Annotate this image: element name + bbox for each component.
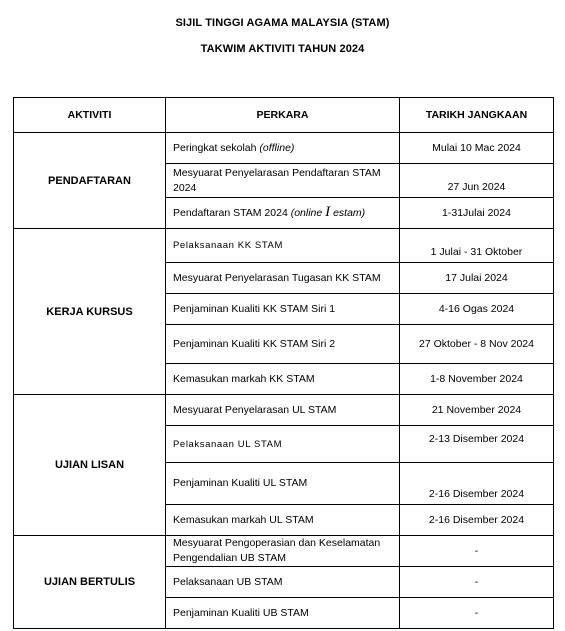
tarikh-cell: 2-13 Disember 2024 — [400, 426, 554, 463]
tarikh-cell: - — [400, 536, 554, 567]
tarikh-cell: 27 Jun 2024 — [400, 164, 554, 198]
perkara-cell: Mesyuarat Penyelarasan UL STAM — [166, 395, 400, 426]
group-pendaftaran: PENDAFTARAN — [14, 133, 166, 229]
perkara-cell: Penjaminan Kualiti UB STAM — [166, 598, 400, 629]
group-ujian-lisan: UJIAN LISAN — [14, 395, 166, 536]
tarikh-cell: 1 Julai - 31 Oktober — [400, 229, 554, 263]
tarikh-cell: 2-16 Disember 2024 — [400, 505, 554, 536]
tarikh-cell: 4-16 Ogas 2024 — [400, 294, 554, 325]
column-header-aktiviti: AKTIVITI — [14, 98, 166, 133]
perkara-cell: Mesyuarat Penyelarasan Pendaftaran STAM 2024 — [166, 164, 400, 198]
table-header-row — [14, 98, 554, 133]
document-subtitle: TAKWIM AKTIVITI TAHUN 2024 — [200, 43, 365, 55]
activity-calendar-table — [13, 97, 554, 629]
perkara-cell: Mesyuarat Penyelarasan Tugasan KK STAM — [166, 263, 400, 294]
perkara-cell: Pelaksanaan UB STAM — [166, 567, 400, 598]
group-kerja-kursus: KERJA KURSUS — [14, 229, 166, 395]
perkara-cell: Pendaftaran STAM 2024 (online I estam) — [166, 198, 400, 229]
tarikh-cell: 1-31Julai 2024 — [400, 198, 554, 229]
table-row — [14, 536, 554, 567]
table-row — [14, 395, 554, 426]
perkara-cell: Penjaminan Kualiti UL STAM — [166, 463, 400, 505]
table-row — [14, 229, 554, 263]
column-header-perkara: PERKARA — [166, 98, 400, 133]
perkara-cell: Mesyuarat Pengoperasian dan Keselamatan Pengendalian UB STAM — [166, 536, 400, 567]
tarikh-cell: 27 Oktober - 8 Nov 2024 — [400, 325, 554, 364]
perkara-cell: Kemasukan markah UL STAM — [166, 505, 400, 536]
perkara-cell: Penjaminan Kualiti KK STAM Siri 2 — [166, 325, 400, 364]
perkara-cell: Kemasukan markah KK STAM — [166, 364, 400, 395]
tarikh-cell: 17 Julai 2024 — [400, 263, 554, 294]
tarikh-cell: 21 November 2024 — [400, 395, 554, 426]
document-title: SIJIL TINGGI AGAMA MALAYSIA (STAM) — [175, 17, 390, 29]
column-header-tarikh: TARIKH JANGKAAN — [400, 98, 554, 133]
tarikh-cell: 2-16 Disember 2024 — [400, 463, 554, 505]
table-row — [14, 133, 554, 164]
perkara-cell: Penjaminan Kualiti KK STAM Siri 1 — [166, 294, 400, 325]
tarikh-cell: - — [400, 567, 554, 598]
perkara-cell: Pelaksanaan KK STAM — [166, 229, 400, 263]
tarikh-cell: - — [400, 598, 554, 629]
group-ujian-bertulis: UJIAN BERTULIS — [14, 536, 166, 629]
perkara-cell: Peringkat sekolah (offline) — [166, 133, 400, 164]
perkara-cell: Pelaksanaan UL STAM — [166, 426, 400, 463]
tarikh-cell: Mulai 10 Mac 2024 — [400, 133, 554, 164]
tarikh-cell: 1-8 November 2024 — [400, 364, 554, 395]
